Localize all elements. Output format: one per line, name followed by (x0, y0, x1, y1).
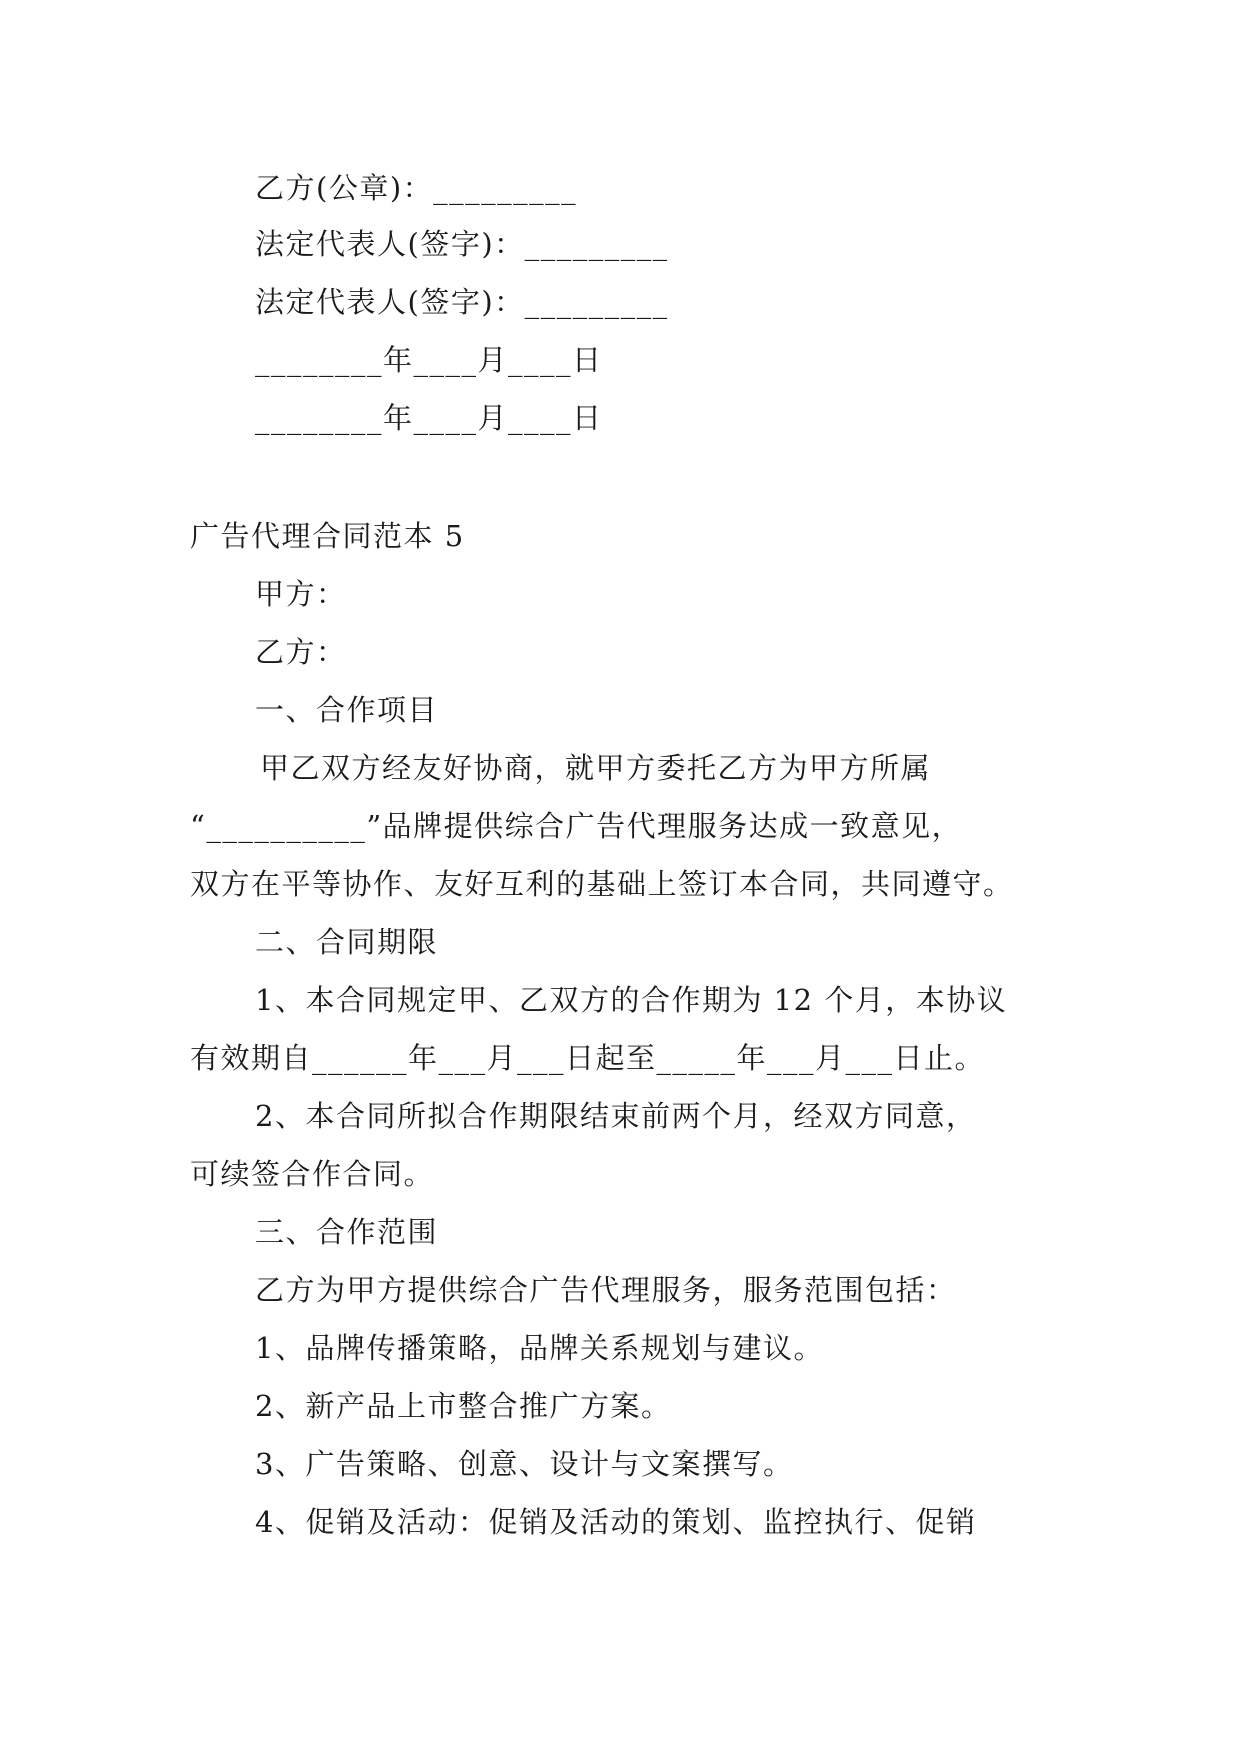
section-heading-cooperation-scope: 三、合作范围 (255, 1215, 439, 1249)
date-line-1: ________年____月____日 (255, 343, 603, 377)
list-item: 4、促销及活动：促销及活动的策划、监控执行、促销 (255, 1505, 977, 1539)
seal-line-party-b: 乙方(公章)：_________ (255, 171, 578, 205)
section-heading-contract-term: 二、合同期限 (255, 925, 439, 959)
party-b-label: 乙方： (255, 635, 347, 669)
list-item: 3、广告策略、创意、设计与文案撰写。 (255, 1447, 794, 1481)
paragraph-line: 双方在平等协作、友好互利的基础上签订本合同，共同遵守。 (190, 867, 1014, 901)
party-a-label: 甲方： (255, 577, 347, 611)
paragraph-line: 甲乙双方经友好协商，就甲方委托乙方为甲方所属 (260, 751, 932, 785)
date-line-2: ________年____月____日 (255, 401, 603, 435)
paragraph-line: 1、本合同规定甲、乙双方的合作期为 12 个月，本协议 (255, 983, 1008, 1017)
paragraph-line: 可续签合作合同。 (190, 1157, 435, 1191)
paragraph-line: “__________”品牌提供综合广告代理服务达成一致意见， (190, 809, 963, 843)
signature-line-representative-1: 法定代表人(签字)：_________ (255, 227, 669, 261)
section-heading-cooperation-project: 一、合作项目 (255, 693, 439, 727)
list-item: 2、新产品上市整合推广方案。 (255, 1389, 672, 1423)
paragraph-line: 有效期自______年___月___日起至_____年___月___日止。 (190, 1041, 986, 1075)
paragraph-line: 2、本合同所拟合作期限结束前两个月，经双方同意， (255, 1099, 977, 1133)
signature-line-representative-2: 法定代表人(签字)：_________ (255, 285, 669, 319)
paragraph-line: 乙方为甲方提供综合广告代理服务，服务范围包括： (255, 1273, 957, 1307)
list-item: 1、品牌传播策略，品牌关系规划与建议。 (255, 1331, 824, 1365)
document-title: 广告代理合同范本 5 (190, 519, 465, 553)
